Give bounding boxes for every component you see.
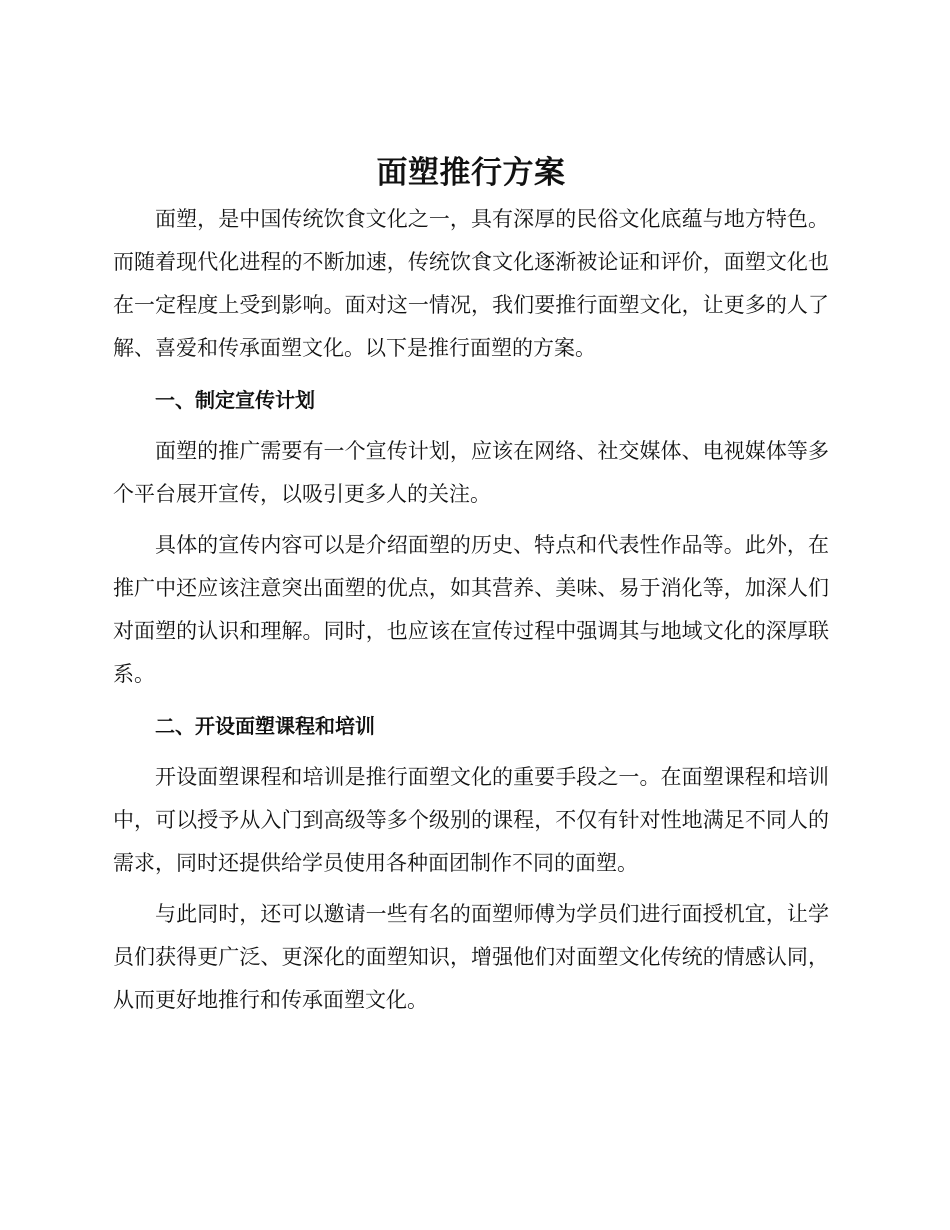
section-paragraph: 与此同时，还可以邀请一些有名的面塑师傅为学员们进行面授机宜，让学员们获得更广泛、更深化的面塑知识，增强他们对面塑文化传统的情感认同，从而更好地推行和传承面塑文化。 xyxy=(113,902,829,1012)
section-paragraph: 具体的宣传内容可以是介绍面塑的历史、特点和代表性作品等。此外，在推广中还应该注意突出面塑的优点，如其营养、美味、易于消化等，加深人们对面塑的认识和理解。同时，也应该在宣传过程中强调其与地域文化的深厚联系。 xyxy=(113,533,829,686)
document-title: 面塑推行方案 xyxy=(376,155,566,191)
section-paragraph: 面塑的推广需要有一个宣传计划，应该在网络、社交媒体、电视媒体等多个平台展开宣传，以吸引更多人的关注。 xyxy=(113,439,829,506)
section-paragraph: 开设面塑课程和培训是推行面塑文化的重要手段之一。在面塑课程和培训中，可以授予从入门到高级等多个级别的课程，不仅有针对性地满足不同人的需求，同时还提供给学员使用各种面团制作不同的面塑。 xyxy=(113,765,829,875)
section-heading-courses-training: 二、开设面塑课程和培训 xyxy=(155,714,375,738)
intro-paragraph: 面塑，是中国传统饮食文化之一，具有深厚的民俗文化底蕴与地方特色。而随着现代化进程的不断加速，传统饮食文化逐渐被论证和评价，面塑文化也在一定程度上受到影响。面对这一情况，我们要推行面塑文化，让更多的人了解、喜爱和传承面塑文化。以下是推行面塑的方案。 xyxy=(113,207,829,360)
document-body xyxy=(113,148,829,1022)
section-heading-publicity-plan: 一、制定宣传计划 xyxy=(155,388,315,412)
